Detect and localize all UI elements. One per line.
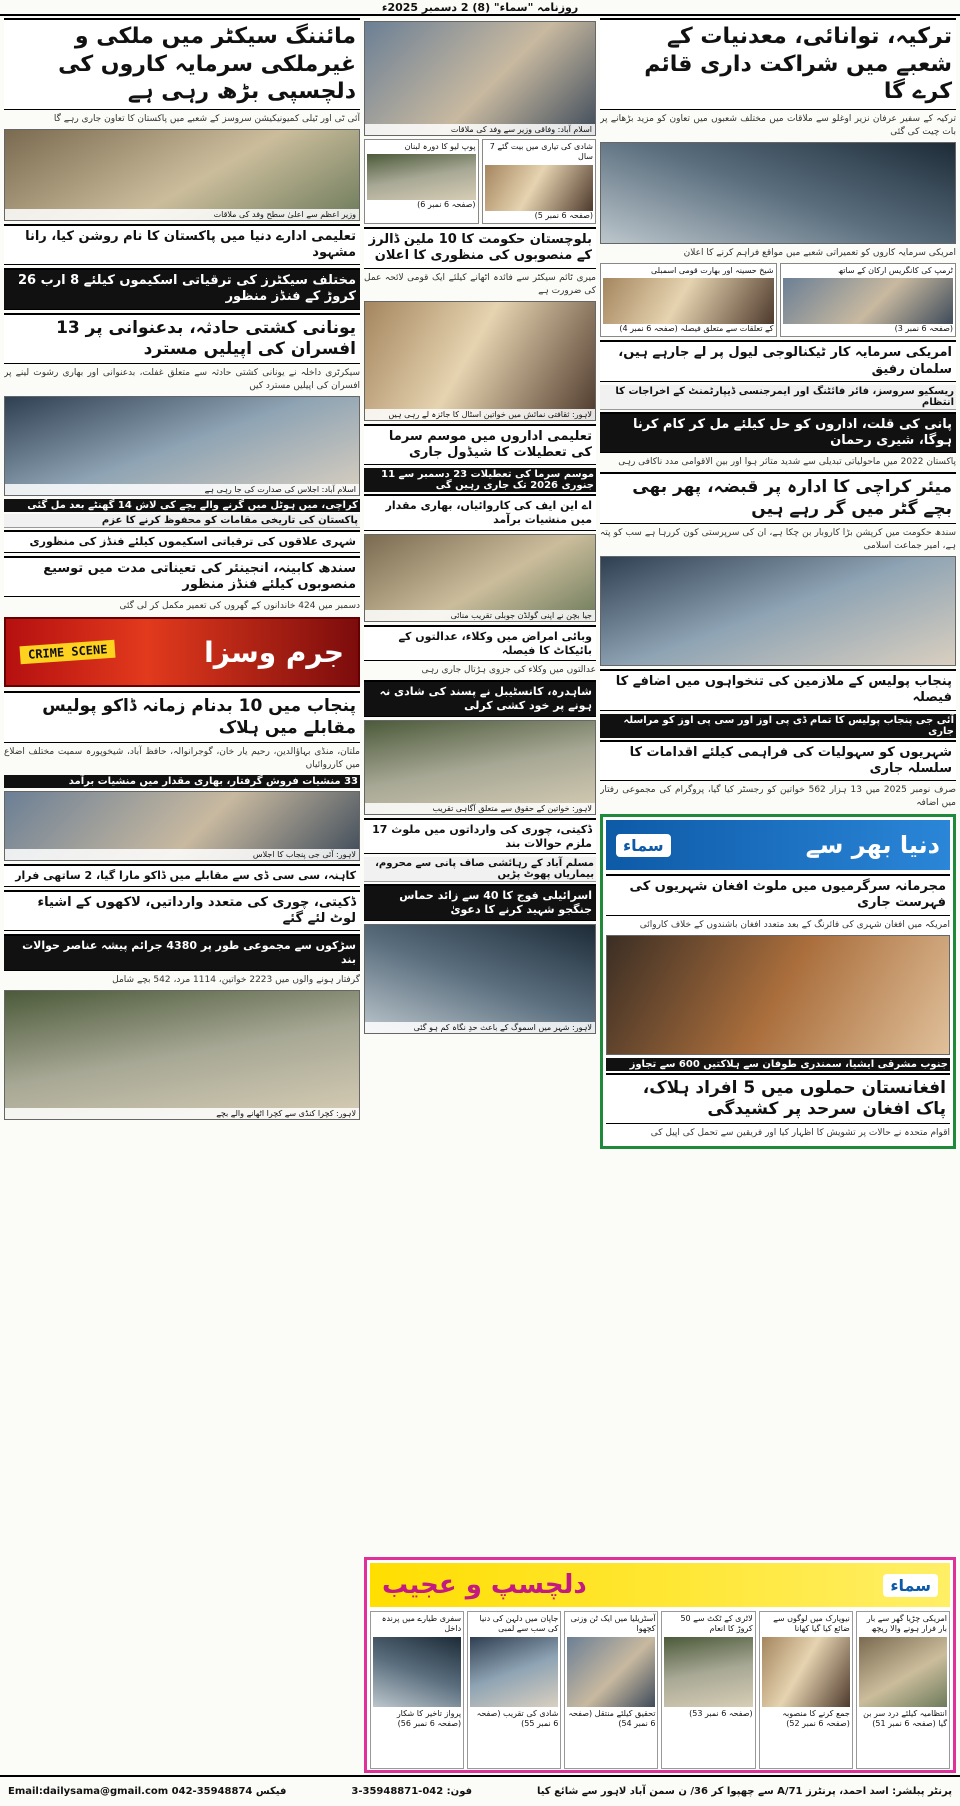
- headline-turkey-energy[interactable]: ترکیہ، توانائی، معدنیات کے شعبے میں شراکت داری قائم کرے گا: [600, 18, 956, 110]
- headline-punjab-police[interactable]: پنجاب پولیس کے ملازمین کی تنخواہوں میں اضافے کا فیصلہ: [600, 669, 956, 711]
- subheadline: آئی جی پنجاب پولیس کا تمام ڈی پی اوز اور سی پی اوز کو مراسلہ جاری: [600, 714, 956, 738]
- story-text: سندھ حکومت میں کرپشن بڑا کاروبار بن چکا ہے، ان کی سرپرستی کون کررہا ہے سب کو پتہ ہے، امیر جماعت اسلامی: [600, 527, 956, 552]
- news-card[interactable]: پوپ لیو کا دورہ لبنان (صفحہ 6 نمبر 6): [364, 139, 479, 224]
- page-footer: [0, 1775, 960, 1806]
- headline-anf[interactable]: اے این ایف کی کاروائیاں، بھاری مقدار میں منشیات برآمد: [364, 494, 596, 531]
- headline-greek-boat[interactable]: یونانی کشتی حادثہ، بدعنوانی پر 13 افسران کی اپیلیں مسترد: [4, 313, 360, 365]
- fun-photo: [859, 1637, 947, 1707]
- middle-column: [364, 18, 596, 1773]
- footer-publisher: پرنٹر پبلشر: اسد احمد، پرنٹرز 71/A سے چھپوا کر 36/ ن سمن آباد لاہور سے شائع کیا: [536, 1786, 952, 1797]
- fun-photo: [373, 1637, 461, 1707]
- headline-balochistan[interactable]: بلوچستان حکومت کا 10 ملین ڈالرز کے منصوبوں کی منظوری کا اعلان: [364, 227, 596, 269]
- sama-logo: سماء: [616, 834, 671, 857]
- photo-burnt-car: [606, 935, 950, 1055]
- world-banner: [606, 820, 950, 870]
- story-text: اقوام متحدہ نے حالات پر تشویش کا اظہار کیا اور فریقین سے تحمل کی اپیل کی: [650, 1128, 950, 1139]
- fun-section: [364, 1557, 956, 1773]
- fun-item[interactable]: جاپان میں دلہن کی دنیا کی سب سے لمبی شادی کی تقریب (صفحہ 6 نمبر 55): [467, 1611, 561, 1769]
- page-masthead: [0, 0, 960, 16]
- card-photo: [485, 165, 594, 211]
- headline-citizens[interactable]: شہریوں کو سہولیات کی فراہمی کیلئے اقدامات کا سلسلہ جاری: [600, 740, 956, 782]
- fun-banner: [370, 1563, 950, 1607]
- photo-actress: جیا بچن نے اپنی گولڈن جوبلی تقریب منائی: [364, 534, 596, 622]
- story-text: میری ٹائم سیکٹر سے فائدہ اٹھانے کیلئے ایک قومی لائحہ عمل کی ضرورت ہے: [364, 272, 596, 296]
- right-column: [600, 18, 956, 1773]
- headline-kahna[interactable]: کاہنہ، سی سی ڈی سے مقابلے میں ڈاکو مارا گیا، 2 ساتھی فرار: [4, 864, 360, 887]
- headline-sindh-cabinet[interactable]: سندھ کابینہ، انجینئر کی تعیناتی مدت میں توسیع منصوبوں کیلئے فنڈز منظور: [4, 556, 360, 598]
- story-text: دسمبر میں 424 خاندانوں کے گھروں کی تعمیر مکمل کر لی گئی: [119, 601, 360, 612]
- masthead-date: روزنامہ "سماء" (8) 2 دسمبر 2025ء: [381, 0, 579, 14]
- fun-item[interactable]: آسٹریلیا میں ایک ٹن وزنی کچھوا تحقیق کیلئے منتقل (صفحہ 6 نمبر 54): [564, 1611, 658, 1769]
- news-card[interactable]: ٹرمپ کی کانگریس ارکان کے ساتھ (صفحہ 6 نمبر 3): [780, 263, 957, 338]
- card-photo: [783, 278, 954, 324]
- subheadline: پاکستان کی تاریخی مقامات کو محفوظ کرنے کا عزم: [4, 514, 360, 528]
- card-photo: [367, 154, 476, 200]
- fun-photo: [762, 1637, 850, 1707]
- caption-text: امریکی سرمایہ کاروں کو تعمیراتی شعبے میں مواقع فراہم کرنے کا اعلان: [683, 247, 956, 258]
- headline-constable[interactable]: شاہدرہ، کانسٹیبل نے پسند کی شادی نہ ہونے پر خود کشی کرلی: [364, 680, 596, 717]
- headline-water-shortage[interactable]: پانی کی قلت، اداروں کو حل کیلئے مل کر کام کرنا ہوگا، شیری رحمان: [600, 412, 956, 454]
- world-title: دنیا بھر سے: [805, 831, 940, 860]
- photo-meeting: اسلام آباد: وفاقی وزیر سے وفد کی ملاقات: [364, 21, 596, 136]
- story-text: ملتان، منڈی بہاؤالدین، رحیم یار خان، گوجرانوالہ، حافظ آباد، شیخوپورہ سمیت مختلف اضلاع میں کارروائیاں: [4, 746, 360, 770]
- photo-smog: لاہور: شہر میں اسموگ کے باعث حدِ نگاہ کم ہو گئی: [364, 924, 596, 1034]
- headline-lawyers[interactable]: وبائی امراض میں وکلاء، عدالتوں کے بائیکاٹ کا فیصلہ: [364, 625, 596, 662]
- subheadline: ریسکیو سروسز، فائر فائٹنگ اور ایمرجنسی ڈیپارٹمنٹ کے اخراجات کا انتظام: [600, 385, 956, 410]
- subheadline: مسلم آباد کے رہائشی صاف پانی سے محروم، بیماریاں پھوٹ پڑیں: [364, 857, 596, 882]
- story-text: سیکرٹری داخلہ نے یونانی کشتی حادثہ سے متعلق غفلت، بدعنوانی اور بھاری رشوت لینے پر افسران کی اپیلیں مسترد کیں: [4, 368, 360, 392]
- headline-mining[interactable]: مائننگ سیکٹر میں ملکی و غیرملکی سرمایہ کاروں کی دلچسپی بڑھ رہی ہے: [4, 18, 360, 110]
- headline-urban-schemes[interactable]: شہری علاقوں کی ترقیاتی اسکیموں کیلئے فنڈز کی منظوری: [4, 530, 360, 553]
- story-text: پاکستان 2022 میں ماحولیاتی تبدیلی سے شدید متاثر ہوا اور بین الاقوامی مدد ناکافی رہی: [618, 457, 956, 468]
- fun-photo: [664, 1637, 752, 1707]
- left-column: [4, 18, 360, 1773]
- fun-item[interactable]: امریکی چڑیا گھر سے بار بار فرار ہونے والا ریچھ انتظامیہ کیلئے درد سر بن گیا (صفحہ 6 نمبر 51): [856, 1611, 950, 1769]
- photo-meeting-hall: اسلام آباد: اجلاس کی صدارت کی جا رہی ہے: [4, 396, 360, 496]
- headline-funds[interactable]: مختلف سیکٹرز کی ترقیاتی اسکیموں کیلئے 8 ارب 26 کروڑ کے فنڈز منظور: [4, 268, 360, 310]
- fun-grid: [370, 1611, 950, 1769]
- headline-criminals-jailed[interactable]: سڑکوں سے مجموعی طور پر 4380 جرائم پیشہ عناصر حوالات بند: [4, 934, 360, 971]
- footer-phone: فون: 042-35948871-3: [351, 1786, 473, 1797]
- footer-email[interactable]: Email:dailysama@gmail.com 042-35948874 فیکس: [8, 1786, 287, 1797]
- headline-robbery-arrests[interactable]: ڈکیتی، چوری کی وارداتوں میں ملوث 17 ملزم حوالات بند: [364, 818, 596, 855]
- subheadline: 33 منشیات فروش گرفتار، بھاری مقدار میں منشیات برآمد: [4, 775, 360, 788]
- headline-dacoits-killed[interactable]: پنجاب میں 10 بدنام زمانہ ڈاکو پولیس مقابلے میں ہلاک: [4, 691, 360, 743]
- headline-karachi-mayor[interactable]: میئر کراچی کا ادارہ پر قبضہ، پھر بھی بچے گٹر میں گر رہے ہیں: [600, 472, 956, 524]
- news-card[interactable]: شیخ حسینہ اور بھارت قومی اسمبلی کے تعلقات سے متعلق فیصلہ (صفحہ 6 نمبر 4): [600, 263, 777, 338]
- headline-investors[interactable]: امریکی سرمایہ کار ٹیکنالوجی لیول پر لے جارہے ہیں، سلمان رفیق: [600, 340, 956, 382]
- fun-photo: [470, 1637, 558, 1707]
- fun-item[interactable]: لاٹری کے ٹکٹ سے 50 کروڑ کا انعام (صفحہ 6 نمبر 53): [661, 1611, 755, 1769]
- crime-title: جرم وسزا: [204, 635, 344, 669]
- fun-item[interactable]: نیویارک میں لوگوں سے ضائع کیا گیا کھانا جمع کرنے کا منصوبہ (صفحہ 6 نمبر 52): [759, 1611, 853, 1769]
- headline-israel-claim[interactable]: اسرائیلی فوج کا 40 سے زائد حماس جنگجو شہید کرنے کا دعویٰ: [364, 884, 596, 921]
- subheadline: جنوب مشرقی ایشیا، سمندری طوفان سے ہلاکتیں 600 سے تجاوز: [606, 1058, 950, 1071]
- headline-winter-vacations[interactable]: تعلیمی اداروں میں موسم سرما کی تعطیلات کا شیڈول جاری: [364, 424, 596, 466]
- card-photo: [603, 278, 774, 324]
- story-text: عدالتوں میں وکلاء کی جزوی ہڑتال جاری رہی: [421, 665, 596, 676]
- crime-scene-badge: CRIME SCENE: [19, 640, 116, 665]
- news-card[interactable]: شادی کی تیاری میں بیت گئے 7 سال (صفحہ 6 نمبر 5): [482, 139, 597, 224]
- world-news-section: [600, 814, 956, 1149]
- photo-press-conference: [600, 556, 956, 666]
- photo-ig-meeting: لاہور: آئی جی پنجاب کا اجلاس: [4, 791, 360, 861]
- sama-logo: سماء: [883, 1574, 938, 1597]
- photo-women-event: لاہور: خواتین کے حقوق سے متعلق آگاہی تقریب: [364, 720, 596, 815]
- thumb-row: [600, 263, 956, 338]
- story-text: امریکہ میں افغان شہری کی فائرنگ کے بعد متعدد افغان باشندوں کے خلاف کاروائی: [639, 919, 950, 930]
- photo-garbage: لاہور: کچرا کنڈی سے کچرا اٹھانے والے بچے: [4, 990, 360, 1120]
- story-text: آئی ٹی اور ٹیلی کمیونیکیشن سروسز کے شعبے میں پاکستان کا تعاون جاری رہے گا: [53, 113, 360, 124]
- headline-rana-mashhood[interactable]: تعلیمی ادارے دنیا میں پاکستان کا نام روشن کیا، رانا مشہود: [4, 224, 360, 266]
- story-text: ترکیہ کے سفیر عرفان نزیر اوغلو سے ملاقات میں مختلف شعبوں میں تعاون کو مزید بڑھانے پر بات چیت کی گئی: [600, 113, 956, 137]
- headline-afghan-attacks[interactable]: افغانستان حملوں میں 5 افراد ہلاک، پاک افغان سرحد پر کشیدگی: [606, 1073, 950, 1125]
- headline-robberies[interactable]: ڈکیتی، چوری کی متعدد وارداتیں، لاکھوں کے اشیاء لوٹ لئے گئے: [4, 890, 360, 932]
- fun-photo: [567, 1637, 655, 1707]
- story-text: صرف نومبر 2025 میں 13 ہزار 562 خواتین کو رجسٹر کیا گیا، پروگرام کی مجموعی رفتار میں اضافہ: [600, 785, 956, 809]
- photo-exhibition: لاہور: ثقافتی نمائش میں خواتین اسٹال کا جائزہ لے رہی ہیں: [364, 301, 596, 421]
- photo-pm-meeting: وزیر اعظم سے اعلیٰ سطح وفد کی ملاقات: [4, 129, 360, 221]
- fun-title: دلچسپ و عجیب: [382, 1570, 587, 1600]
- thumb-row: [364, 139, 596, 224]
- photo-ceremony: [600, 142, 956, 244]
- headline-afghan-list[interactable]: مجرمانہ سرگرمیوں میں ملوث افغان شہریوں کی فہرست جاری: [606, 874, 950, 916]
- subheadline: کراچی، میں ہوٹل میں گرنے والے بچے کی لاش 14 گھنٹے بعد مل گئی: [4, 499, 360, 512]
- story-text: گرفتار ہونے والوں میں 2223 خواتین، 1114 مرد، 542 بچے شامل: [112, 974, 360, 985]
- fun-item[interactable]: سفری طیارے میں پرندہ داخل پرواز تاخیر کا شکار (صفحہ 6 نمبر 56): [370, 1611, 464, 1769]
- subheadline: موسم سرما کی تعطیلات 23 دسمبر سے 11 جنوری 2026 تک جاری رہیں گی: [364, 468, 596, 492]
- crime-banner: [4, 617, 360, 687]
